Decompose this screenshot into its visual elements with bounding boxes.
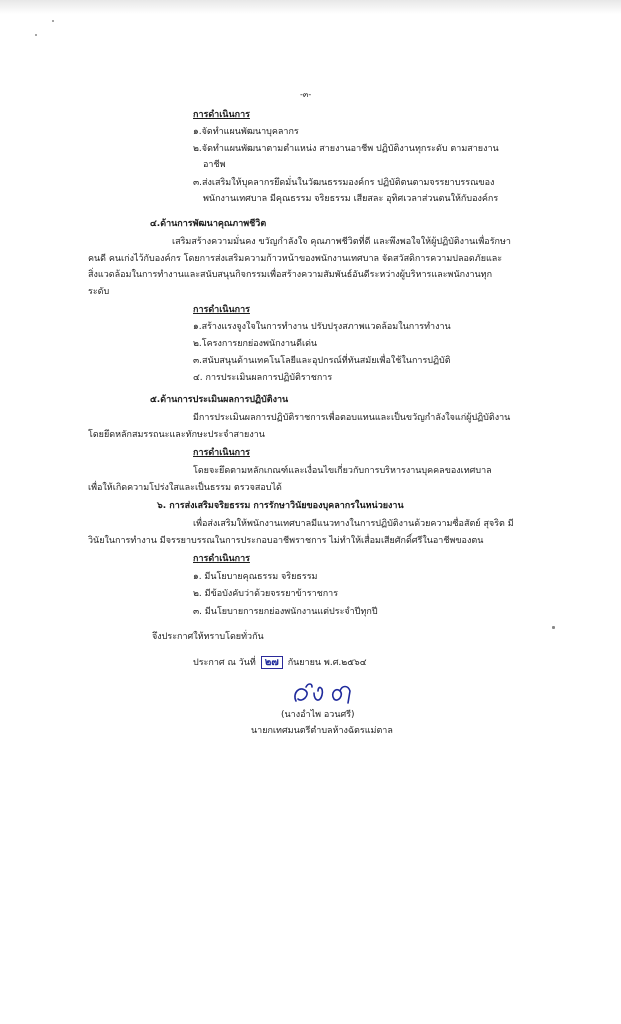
paragraph-line: เพื่อส่งเสริมให้พนักงานเทศบาลมีแนวทางในการปฏิบัติงานด้วยความซื่อสัตย์ สุจริต มี bbox=[193, 519, 514, 529]
handwritten-signature bbox=[290, 681, 360, 707]
list-item-continuation: พนักงานเทศบาล มีคุณธรรม จริยธรรม เสียสละ อุทิศเวลาส่วนตนให้กับองค์กร bbox=[203, 194, 499, 204]
list-item: ๒. มีข้อบังคับว่าด้วยจรรยาข้าราชการ bbox=[193, 589, 339, 599]
paragraph-line: โดยยึดหลักสมรรถนะและทักษะประจำสายงาน bbox=[88, 430, 265, 440]
section-heading-actions: การดำเนินการ bbox=[193, 305, 250, 315]
list-item: ๒.โครงการยกย่องพนักงานดีเด่น bbox=[193, 339, 318, 349]
date-suffix: กันยายน พ.ศ.๒๕๖๔ bbox=[287, 658, 367, 668]
list-item: ๑. มีนโยบายคุณธรรม จริยธรรม bbox=[193, 572, 318, 582]
list-item: ๔. การประเมินผลการปฏิบัติราชการ bbox=[193, 373, 333, 383]
paragraph-line: ระดับ bbox=[88, 287, 110, 297]
date-day-handwritten: ๒๗ bbox=[261, 656, 283, 669]
date-prefix: ประกาศ ณ วันที่ bbox=[193, 658, 256, 668]
paragraph-line: มีการประเมินผลการปฏิบัติราชการเพื่อตอบแทนและเป็นขวัญกำลังใจแก่ผู้ปฏิบัติงาน bbox=[193, 413, 511, 423]
paragraph-line: คนดี คนเก่งไว้กับองค์กร โดยการส่งเสริมความก้าวหน้าของพนักงานเทศบาล จัดสวัสดิการความปลอดภัยและ bbox=[88, 254, 503, 264]
paragraph-line: เสริมสร้างความมั่นคง ขวัญกำลังใจ คุณภาพชีวิตที่ดี และพึงพอใจให้ผู้ปฏิบัติงานเพื่อรักษา bbox=[172, 237, 511, 247]
paragraph-line: วินัยในการทำงาน มีจรรยาบรรณในการประกอบอาชีพราชการ ไม่ทำให้เสื่อมเสียศักดิ์ศรีในอาชีพของตน bbox=[88, 536, 484, 546]
list-item: ๑.จัดทำแผนพัฒนาบุคลากร bbox=[193, 127, 299, 137]
signer-position: นายกเทศมนตรีตำบลห้างฉัตรแม่ตาล bbox=[251, 726, 393, 736]
section-heading-actions: การดำเนินการ bbox=[193, 110, 250, 120]
list-item: ๓.ส่งเสริมให้บุคลากรยึดมั่นในวัฒนธรรมองค์กร ปฏิบัติตนตามจรรยาบรรณของ bbox=[193, 178, 495, 188]
page-number: -๓- bbox=[300, 90, 312, 99]
section-heading: ๕.ด้านการประเมินผลการปฏิบัติงาน bbox=[150, 395, 289, 405]
paragraph-line: โดยจะยึดตามหลักเกณฑ์และเงื่อนไขเกี่ยวกับการบริหารงานบุคคลของเทศบาล bbox=[193, 466, 492, 476]
section-heading: ๔.ด้านการพัฒนาคุณภาพชีวิต bbox=[150, 219, 267, 229]
list-item-continuation: อาชีพ bbox=[203, 160, 226, 170]
scan-shadow bbox=[0, 0, 621, 14]
list-item: ๒.จัดทำแผนพัฒนาตามตำแหน่ง สายงานอาชีพ ปฏิบัติงานทุกระดับ ตามสายงาน bbox=[193, 144, 499, 154]
list-item: ๑.สร้างแรงจูงใจในการทำงาน ปรับปรุงสภาพแวดล้อมในการทำงาน bbox=[193, 322, 451, 332]
section-heading: ๖. การส่งเสริมจริยธรรม การรักษาวินัยของบุคลากรในหน่วยงาน bbox=[157, 501, 404, 511]
section-heading-actions: การดำเนินการ bbox=[193, 554, 250, 564]
signer-name: (นางอำไพ อวนศรี) bbox=[281, 710, 355, 720]
list-item: ๓.สนับสนุนด้านเทคโนโลยีและอุปกรณ์ที่ทันสมัยเพื่อใช้ในการปฏิบัติ bbox=[193, 356, 451, 366]
announcement-date bbox=[193, 656, 367, 669]
paragraph-line: สิ่งแวดล้อมในการทำงานและสนับสนุนกิจกรรมเพื่อสร้างความสัมพันธ์อันดีระหว่างผู้บริหารและพนักงานทุก bbox=[88, 270, 493, 280]
paragraph-line: เพื่อให้เกิดความโปร่งใสและเป็นธรรม ตรวจสอบได้ bbox=[88, 483, 282, 493]
list-item: ๓. มีนโยบายการยกย่องพนักงานแต่ประจำปีทุกปี bbox=[193, 607, 378, 617]
closing-line: จึงประกาศให้ทราบโดยทั่วกัน bbox=[152, 632, 264, 642]
section-heading-actions: การดำเนินการ bbox=[193, 448, 250, 458]
